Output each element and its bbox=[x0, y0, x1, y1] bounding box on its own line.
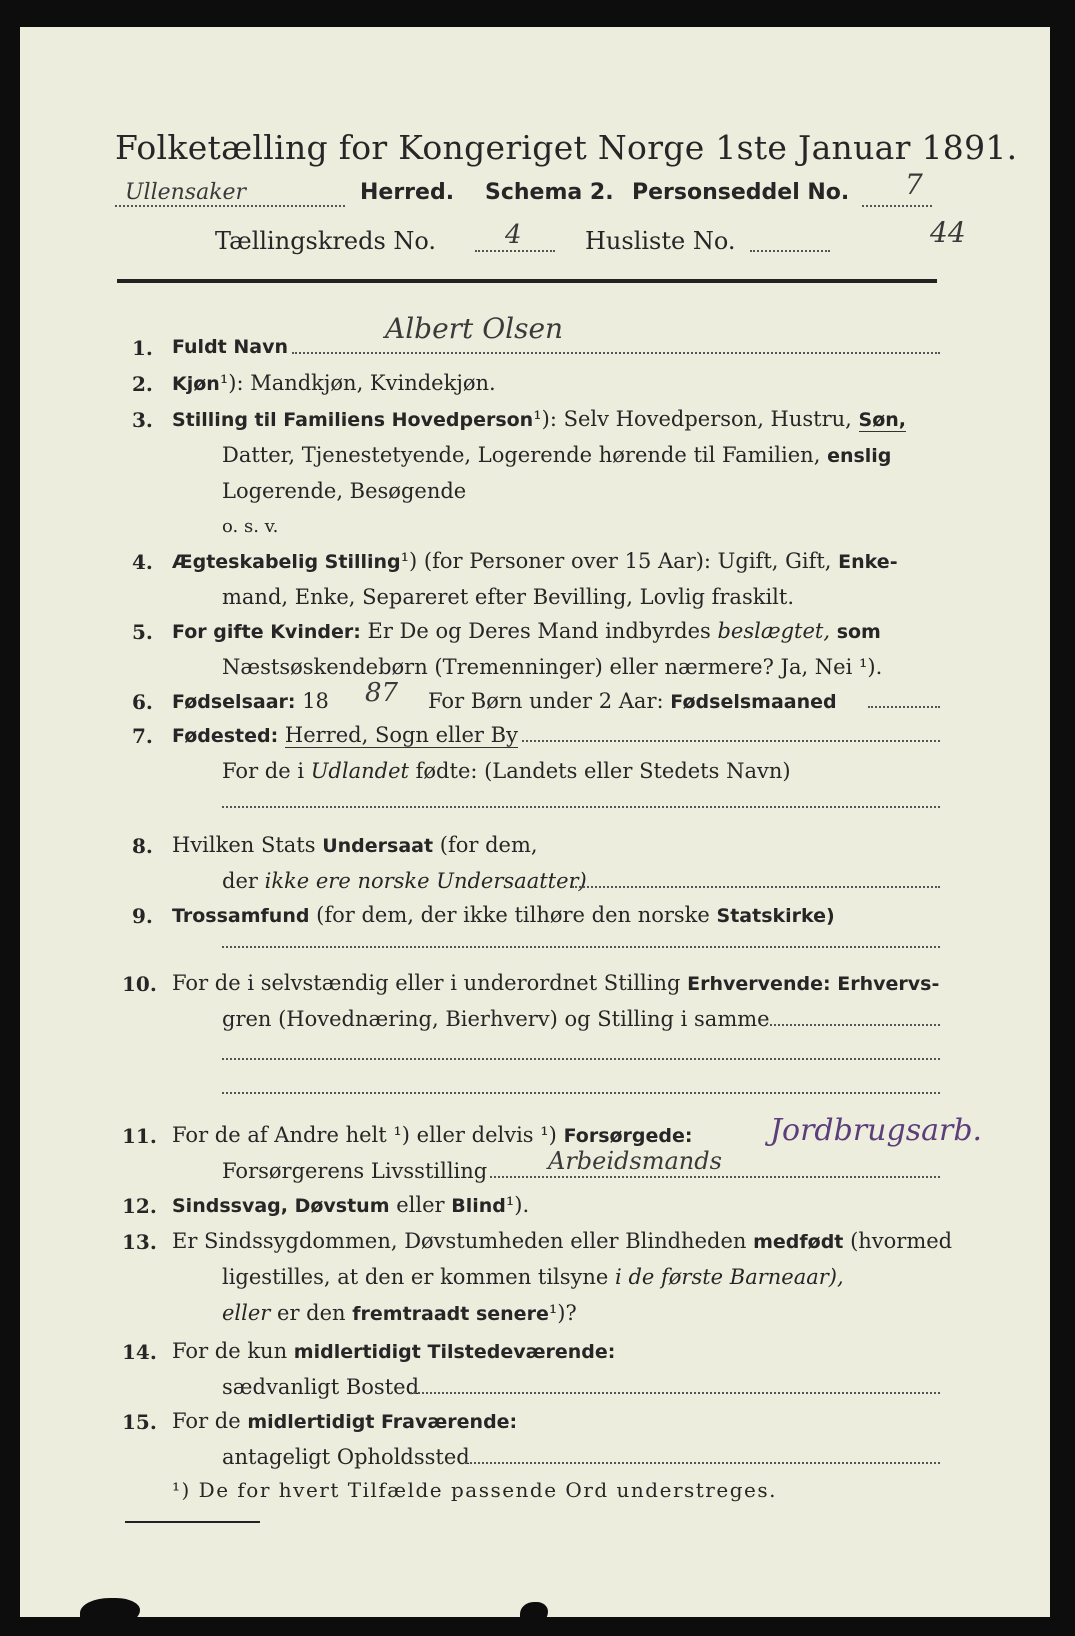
footnote-rule bbox=[125, 1521, 260, 1523]
question-citizenship: Undersaat bbox=[322, 835, 434, 857]
question-text-bold: Statskirke) bbox=[716, 905, 835, 927]
question-text: antageligt Opholdssted bbox=[222, 1445, 470, 1469]
question-text: For de kun bbox=[172, 1339, 288, 1363]
question-text: (hvormed bbox=[850, 1229, 953, 1253]
question-full-name: Fuldt Navn bbox=[172, 336, 289, 358]
schema-label: Schema 2. bbox=[485, 180, 614, 205]
personseddel-line bbox=[862, 205, 932, 207]
question-text: Logerende, Besøgende bbox=[222, 479, 467, 503]
answer-provider-occupation-2: Jordbrugsarb. bbox=[770, 1113, 983, 1148]
question-married-women: For gifte Kvinder: bbox=[172, 621, 361, 643]
underlined-answer-son: Søn, bbox=[858, 409, 907, 431]
answer-provider-occupation: Arbeidsmands bbox=[548, 1147, 722, 1175]
question-text: Er Sindssygdommen, Døvstumheden eller Blindheden bbox=[172, 1229, 747, 1253]
item-number: 3. bbox=[132, 408, 153, 432]
answer-birth-year: 87 bbox=[365, 678, 399, 708]
answer-line bbox=[222, 946, 940, 948]
question-text: gren (Hovednæring, Bierhverv) og Stilling i samme bbox=[222, 1007, 770, 1031]
question-text-bold: Blind bbox=[451, 1195, 506, 1217]
question-text: sædvanligt Bosted bbox=[222, 1375, 420, 1399]
item-number: 2. bbox=[132, 372, 153, 396]
item-number: 4. bbox=[132, 550, 153, 574]
question-text-bold: enslig bbox=[827, 445, 892, 467]
item-number: 15. bbox=[122, 1410, 157, 1434]
form-title: Folketælling for Kongeriget Norge 1ste Januar 1891. bbox=[115, 128, 1018, 167]
question-text: 18 bbox=[302, 689, 329, 713]
question-text: For Børn under 2 Aar: bbox=[428, 689, 664, 713]
answer-line bbox=[222, 806, 940, 808]
question-text: ligestilles, at den er kommen tilsyne bbox=[222, 1265, 609, 1289]
question-text: Næstsøskendebørn (Tremenninger) eller nærmere? Ja, Nei ¹). bbox=[222, 655, 883, 679]
kreds-label: Tællingskreds No. bbox=[215, 227, 437, 255]
question-text: For de af Andre helt ¹) eller delvis ¹) bbox=[172, 1123, 557, 1147]
question-temporary-present: midlertidigt Tilstedeværende: bbox=[293, 1341, 616, 1363]
question-text: (for dem, der ikke tilhøre den norske bbox=[316, 903, 710, 927]
husliste-line bbox=[750, 250, 830, 252]
item-number: 10. bbox=[122, 972, 157, 996]
question-text: For de i bbox=[222, 759, 305, 783]
question-text: (for dem, bbox=[439, 833, 538, 857]
kreds-line bbox=[475, 250, 555, 252]
item-number: 13. bbox=[122, 1230, 157, 1254]
question-marital-status: Ægteskabelig Stilling bbox=[172, 551, 401, 573]
question-text: ¹)? bbox=[548, 1301, 577, 1325]
question-text: Herred, Sogn eller By bbox=[284, 723, 518, 747]
personseddel-value: 7 bbox=[905, 168, 923, 201]
answer-line bbox=[490, 1176, 940, 1178]
torn-edge bbox=[520, 1602, 548, 1626]
question-family-position: Stilling til Familiens Hovedperson bbox=[172, 409, 534, 431]
answer-line bbox=[572, 886, 940, 888]
question-dependents: Forsørgede: bbox=[563, 1125, 693, 1147]
herred-label: Herred. bbox=[360, 180, 455, 205]
question-sex-options: ¹): Mandkjøn, Kvindekjøn. bbox=[219, 371, 496, 395]
question-text: Forsørgerens Livsstilling bbox=[222, 1159, 488, 1183]
answer-full-name: Albert Olsen bbox=[385, 312, 564, 345]
question-text-italic: Udlandet bbox=[310, 759, 409, 783]
question-sex: Kjøn bbox=[172, 373, 220, 395]
answer-line bbox=[868, 706, 940, 708]
herred-value: Ullensaker bbox=[125, 180, 247, 205]
item-number: 14. bbox=[122, 1340, 157, 1364]
question-occupation: Erhvervende: bbox=[687, 973, 831, 995]
answer-line bbox=[222, 1058, 940, 1060]
question-text-italic: eller bbox=[222, 1301, 271, 1325]
question-text: ¹): Selv Hovedperson, Hustru, bbox=[533, 407, 852, 431]
personseddel-label: Personseddel No. bbox=[632, 180, 850, 205]
answer-line bbox=[292, 352, 940, 354]
item-number: 6. bbox=[132, 690, 153, 714]
question-temporary-absent: midlertidigt Fraværende: bbox=[247, 1411, 518, 1433]
question-text-bold: fremtraadt senere bbox=[352, 1303, 549, 1325]
question-text: eller bbox=[396, 1193, 445, 1217]
husliste-label: Husliste No. bbox=[585, 227, 736, 255]
question-text: mand, Enke, Separeret efter Bevilling, Lovlig fraskilt. bbox=[222, 585, 795, 609]
question-text-bold: Enke- bbox=[838, 551, 898, 573]
census-form-page bbox=[20, 27, 1050, 1617]
question-text: ¹) (for Personer over 15 Aar): Ugift, Gift, bbox=[400, 549, 832, 573]
question-text: der bbox=[222, 869, 258, 893]
question-text: Hvilken Stats bbox=[172, 833, 316, 857]
answer-line bbox=[770, 1024, 940, 1026]
answer-line bbox=[522, 740, 940, 742]
question-text: For de i selvstændig eller i underordnet Stilling bbox=[172, 971, 681, 995]
question-text: Datter, Tjenestetyende, Logerende hørende til Familien, bbox=[222, 443, 821, 467]
question-birth-month: Fødselsmaaned bbox=[670, 691, 837, 713]
question-text: fødte: (Landets eller Stedets Navn) bbox=[415, 759, 791, 783]
header-rule bbox=[117, 279, 937, 283]
answer-line bbox=[222, 1092, 940, 1094]
question-text-italic: i de første Barneaar), bbox=[615, 1265, 844, 1289]
question-text: er den bbox=[277, 1301, 346, 1325]
item-number: 7. bbox=[132, 724, 153, 748]
question-religion: Trossamfund bbox=[172, 905, 310, 927]
kreds-value: 4 bbox=[505, 220, 522, 250]
question-birthplace: Fødested: bbox=[172, 725, 279, 747]
question-text-bold: Erhvervs- bbox=[837, 973, 940, 995]
item-number: 1. bbox=[132, 336, 153, 360]
question-disability: Sindssvag, Døvstum bbox=[172, 1195, 390, 1217]
item-number: 8. bbox=[132, 834, 153, 858]
footnote: ¹) De for hvert Tilfælde passende Ord understreges. bbox=[172, 1478, 777, 1502]
torn-edge bbox=[80, 1598, 140, 1628]
question-congenital: medfødt bbox=[753, 1231, 844, 1253]
item-number: 9. bbox=[132, 904, 153, 928]
answer-line bbox=[410, 1392, 940, 1394]
question-text-italic: beslægtet, bbox=[717, 619, 830, 643]
item-number: 11. bbox=[122, 1124, 157, 1148]
question-birth-year: Fødselsaar: bbox=[172, 691, 296, 713]
answer-line bbox=[465, 1462, 940, 1464]
question-text: For de bbox=[172, 1409, 241, 1433]
question-text-italic: ikke ere norske Undersaatter) bbox=[264, 869, 587, 893]
husliste-value: 44 bbox=[930, 216, 966, 249]
question-text: Er De og Deres Mand indbyrdes bbox=[367, 619, 711, 643]
item-number: 12. bbox=[122, 1194, 157, 1218]
question-text: o. s. v. bbox=[222, 516, 279, 537]
question-text: ¹). bbox=[505, 1193, 530, 1217]
item-number: 5. bbox=[132, 620, 153, 644]
question-text-bold: som bbox=[836, 621, 881, 643]
